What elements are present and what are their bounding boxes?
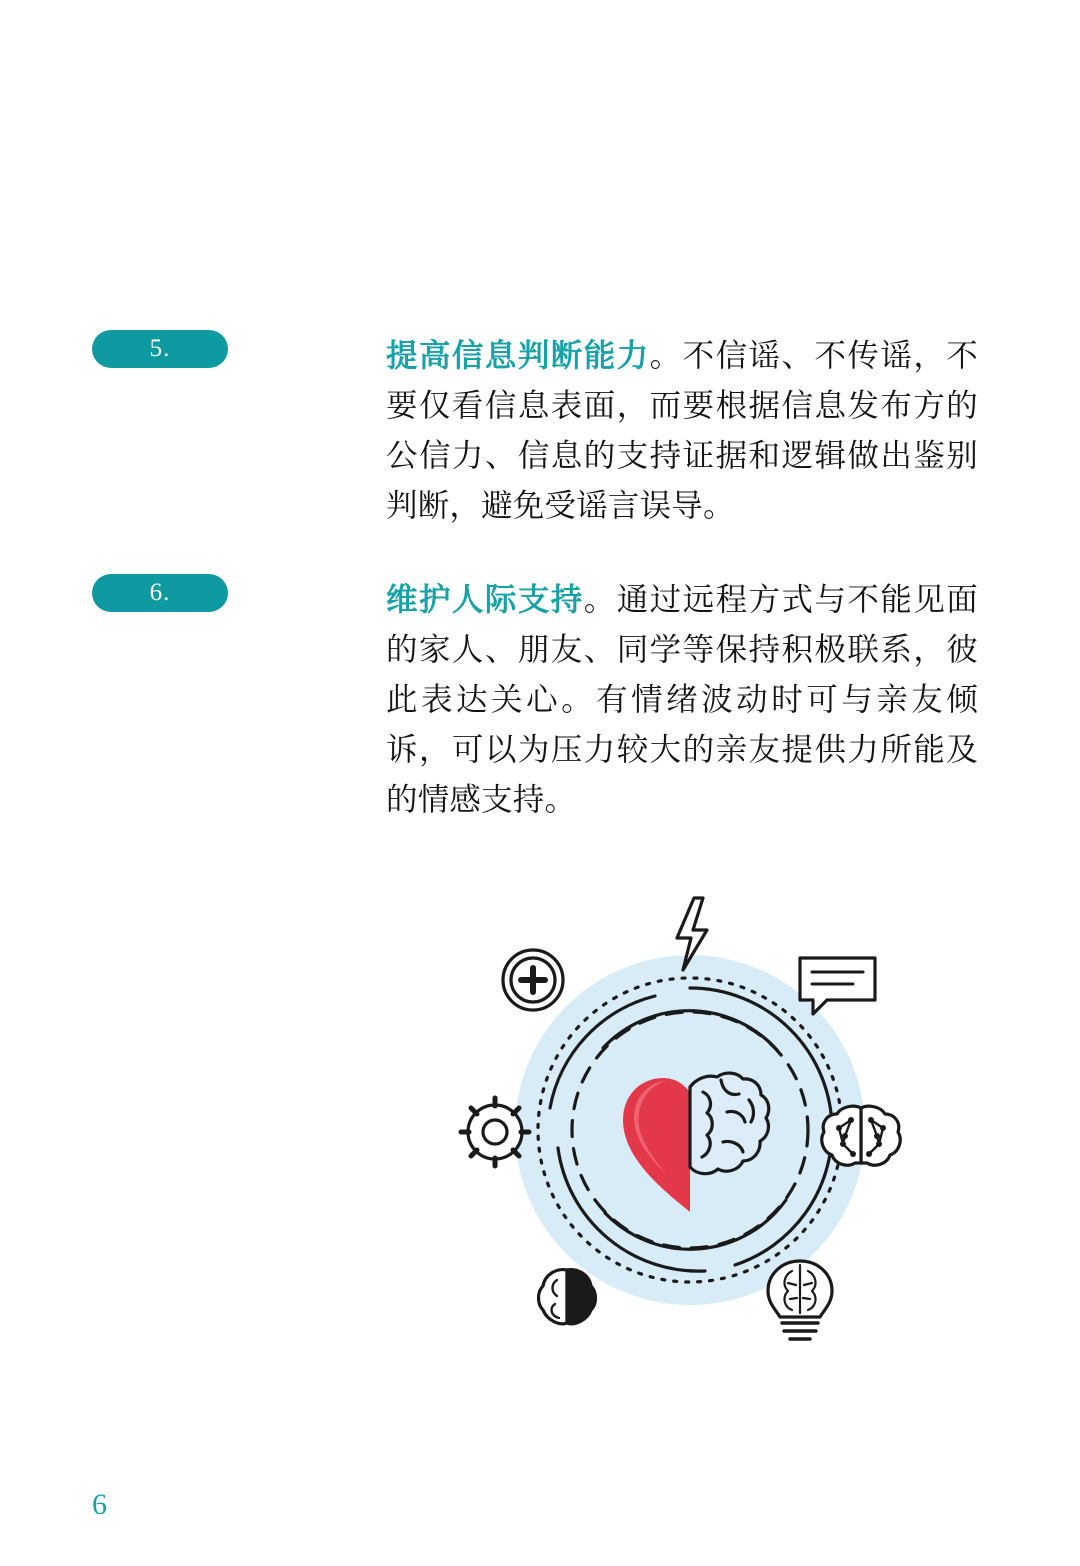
item-lead-text: 提高信息判断能力 — [386, 337, 650, 373]
list-item — [92, 574, 978, 824]
item-number-badge: 6. — [92, 574, 228, 612]
item-text — [386, 330, 978, 530]
list-item — [92, 330, 978, 530]
item-number-badge: 5. — [92, 330, 228, 368]
item-rest-text: 。通过远程方式与不能见面的家人、朋友、同学等保持积极联系，彼此表达关心。有情绪波动时可与亲友倾诉，可以为压力较大的亲友提供力所能及的情感支持。 — [386, 581, 979, 817]
item-rest-text: 。不信谣、不传谣，不要仅看信息表面，而要根据信息发布方的公信力、信息的支持证据和逻辑做出鉴别判断，避免受谣言误导。 — [386, 337, 978, 523]
item-lead-text: 维护人际支持 — [386, 581, 584, 617]
item-text — [386, 574, 978, 824]
heart-brain-circle-illustration — [455, 880, 925, 1370]
page-number: 6 — [92, 1488, 107, 1521]
